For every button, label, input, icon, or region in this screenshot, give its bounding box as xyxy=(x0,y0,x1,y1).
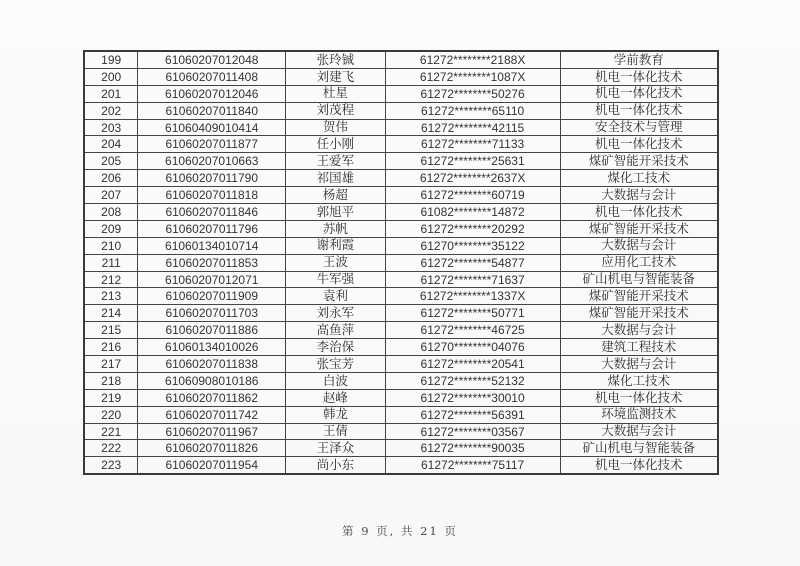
id-number-cell: 61272********60719 xyxy=(385,187,560,204)
seq-cell: 203 xyxy=(84,119,138,136)
candidate-number-cell: 61060207011838 xyxy=(138,356,286,373)
seq-cell: 217 xyxy=(84,356,138,373)
candidate-number-cell: 61060207011408 xyxy=(138,68,286,85)
name-cell: 张宝芳 xyxy=(286,356,386,373)
name-cell: 王泽众 xyxy=(286,440,386,457)
seq-cell: 205 xyxy=(84,153,138,170)
candidate-number-cell: 61060207011742 xyxy=(138,406,286,423)
name-cell: 谢利霞 xyxy=(286,237,386,254)
id-number-cell: 61272********1087X xyxy=(385,68,560,85)
candidate-number-cell: 61060134010714 xyxy=(138,237,286,254)
seq-cell: 209 xyxy=(84,220,138,237)
name-cell: 任小刚 xyxy=(286,136,386,153)
major-cell: 学前教育 xyxy=(560,51,718,68)
table-row xyxy=(84,457,718,474)
major-cell: 大数据与会计 xyxy=(560,237,718,254)
student-list-table xyxy=(83,50,719,475)
name-cell: 尚小东 xyxy=(286,457,386,474)
candidate-number-cell: 61060207011826 xyxy=(138,440,286,457)
id-number-cell: 61272********42115 xyxy=(385,119,560,136)
major-cell: 煤化工技术 xyxy=(560,372,718,389)
id-number-cell: 61272********52132 xyxy=(385,372,560,389)
name-cell: 赵峰 xyxy=(286,389,386,406)
id-number-cell: 61272********30010 xyxy=(385,389,560,406)
seq-cell: 218 xyxy=(84,372,138,389)
name-cell: 韩龙 xyxy=(286,406,386,423)
id-number-cell: 61272********75117 xyxy=(385,457,560,474)
id-number-cell: 61272********03567 xyxy=(385,423,560,440)
table-row xyxy=(84,406,718,423)
table-row xyxy=(84,68,718,85)
name-cell: 王倩 xyxy=(286,423,386,440)
table-row xyxy=(84,102,718,119)
candidate-number-cell: 61060207011846 xyxy=(138,204,286,221)
id-number-cell: 61272********46725 xyxy=(385,322,560,339)
seq-cell: 201 xyxy=(84,85,138,102)
id-number-cell: 61272********90035 xyxy=(385,440,560,457)
candidate-number-cell: 61060207011862 xyxy=(138,389,286,406)
name-cell: 白波 xyxy=(286,372,386,389)
candidate-number-cell: 61060207011877 xyxy=(138,136,286,153)
id-number-cell: 61270********35122 xyxy=(385,237,560,254)
table-row xyxy=(84,119,718,136)
candidate-number-cell: 61060207011909 xyxy=(138,288,286,305)
major-cell: 环境监测技术 xyxy=(560,406,718,423)
seq-cell: 213 xyxy=(84,288,138,305)
id-number-cell: 61272********2188X xyxy=(385,51,560,68)
candidate-number-cell: 61060207012071 xyxy=(138,271,286,288)
seq-cell: 214 xyxy=(84,305,138,322)
id-number-cell: 61272********50276 xyxy=(385,85,560,102)
seq-cell: 206 xyxy=(84,170,138,187)
table-row xyxy=(84,440,718,457)
name-cell: 刘永军 xyxy=(286,305,386,322)
table-row xyxy=(84,237,718,254)
id-number-cell: 61082********14872 xyxy=(385,204,560,221)
major-cell: 煤矿智能开采技术 xyxy=(560,305,718,322)
seq-cell: 216 xyxy=(84,339,138,356)
name-cell: 杜星 xyxy=(286,85,386,102)
candidate-number-cell: 61060207012048 xyxy=(138,51,286,68)
major-cell: 大数据与会计 xyxy=(560,423,718,440)
seq-cell: 199 xyxy=(84,51,138,68)
id-number-cell: 61272********25631 xyxy=(385,153,560,170)
seq-cell: 202 xyxy=(84,102,138,119)
major-cell: 煤化工技术 xyxy=(560,170,718,187)
table-row xyxy=(84,254,718,271)
candidate-number-cell: 61060207011853 xyxy=(138,254,286,271)
major-cell: 大数据与会计 xyxy=(560,187,718,204)
id-number-cell: 61272********65110 xyxy=(385,102,560,119)
candidate-number-cell: 61060207011818 xyxy=(138,187,286,204)
seq-cell: 223 xyxy=(84,457,138,474)
id-number-cell: 61272********71637 xyxy=(385,271,560,288)
candidate-number-cell: 61060409010414 xyxy=(138,119,286,136)
major-cell: 大数据与会计 xyxy=(560,322,718,339)
id-number-cell: 61272********20292 xyxy=(385,220,560,237)
candidate-number-cell: 61060207011840 xyxy=(138,102,286,119)
id-number-cell: 61272********50771 xyxy=(385,305,560,322)
seq-cell: 207 xyxy=(84,187,138,204)
name-cell: 高鱼萍 xyxy=(286,322,386,339)
table-row xyxy=(84,423,718,440)
major-cell: 大数据与会计 xyxy=(560,356,718,373)
table-row xyxy=(84,389,718,406)
candidate-number-cell: 61060207012046 xyxy=(138,85,286,102)
seq-cell: 204 xyxy=(84,136,138,153)
name-cell: 李治保 xyxy=(286,339,386,356)
table-row xyxy=(84,339,718,356)
candidate-number-cell: 61060207011886 xyxy=(138,322,286,339)
id-number-cell: 61272********2637X xyxy=(385,170,560,187)
id-number-cell: 61272********56391 xyxy=(385,406,560,423)
candidate-number-cell: 61060207011703 xyxy=(138,305,286,322)
name-cell: 刘建飞 xyxy=(286,68,386,85)
table-row xyxy=(84,136,718,153)
id-number-cell: 61272********20541 xyxy=(385,356,560,373)
major-cell: 机电一体化技术 xyxy=(560,457,718,474)
candidate-number-cell: 61060207011796 xyxy=(138,220,286,237)
seq-cell: 219 xyxy=(84,389,138,406)
name-cell: 苏帆 xyxy=(286,220,386,237)
major-cell: 机电一体化技术 xyxy=(560,204,718,221)
candidate-number-cell: 61060207011954 xyxy=(138,457,286,474)
candidate-number-cell: 61060207011790 xyxy=(138,170,286,187)
seq-cell: 220 xyxy=(84,406,138,423)
table-row xyxy=(84,85,718,102)
table-row xyxy=(84,356,718,373)
name-cell: 郭旭平 xyxy=(286,204,386,221)
name-cell: 杨超 xyxy=(286,187,386,204)
name-cell: 贺伟 xyxy=(286,119,386,136)
seq-cell: 222 xyxy=(84,440,138,457)
major-cell: 煤矿智能开采技术 xyxy=(560,220,718,237)
seq-cell: 210 xyxy=(84,237,138,254)
major-cell: 煤矿智能开采技术 xyxy=(560,288,718,305)
seq-cell: 211 xyxy=(84,254,138,271)
table-row xyxy=(84,305,718,322)
table-row xyxy=(84,288,718,305)
major-cell: 应用化工技术 xyxy=(560,254,718,271)
id-number-cell: 61270********04076 xyxy=(385,339,560,356)
major-cell: 机电一体化技术 xyxy=(560,68,718,85)
table-row xyxy=(84,170,718,187)
major-cell: 矿山机电与智能装备 xyxy=(560,271,718,288)
id-number-cell: 61272********1337X xyxy=(385,288,560,305)
table-row xyxy=(84,322,718,339)
major-cell: 煤矿智能开采技术 xyxy=(560,153,718,170)
major-cell: 机电一体化技术 xyxy=(560,85,718,102)
seq-cell: 221 xyxy=(84,423,138,440)
table-body xyxy=(84,51,718,474)
name-cell: 祁国雄 xyxy=(286,170,386,187)
table-row xyxy=(84,204,718,221)
table-row xyxy=(84,187,718,204)
candidate-number-cell: 61060908010186 xyxy=(138,372,286,389)
page-number-footer: 第 9 页, 共 21 页 xyxy=(342,524,458,538)
major-cell: 机电一体化技术 xyxy=(560,136,718,153)
major-cell: 机电一体化技术 xyxy=(560,102,718,119)
seq-cell: 212 xyxy=(84,271,138,288)
major-cell: 安全技术与管理 xyxy=(560,119,718,136)
table-row xyxy=(84,153,718,170)
table-row xyxy=(84,51,718,68)
name-cell: 王波 xyxy=(286,254,386,271)
candidate-number-cell: 61060207011967 xyxy=(138,423,286,440)
candidate-number-cell: 61060207010663 xyxy=(138,153,286,170)
candidate-number-cell: 61060134010026 xyxy=(138,339,286,356)
id-number-cell: 61272********54877 xyxy=(385,254,560,271)
table-row xyxy=(84,271,718,288)
seq-cell: 208 xyxy=(84,204,138,221)
major-cell: 矿山机电与智能装备 xyxy=(560,440,718,457)
name-cell: 牛军强 xyxy=(286,271,386,288)
id-number-cell: 61272********71133 xyxy=(385,136,560,153)
name-cell: 张玲铖 xyxy=(286,51,386,68)
seq-cell: 215 xyxy=(84,322,138,339)
major-cell: 机电一体化技术 xyxy=(560,389,718,406)
name-cell: 刘茂程 xyxy=(286,102,386,119)
major-cell: 建筑工程技术 xyxy=(560,339,718,356)
name-cell: 袁利 xyxy=(286,288,386,305)
name-cell: 王爱军 xyxy=(286,153,386,170)
student-list-table-container xyxy=(83,50,719,475)
seq-cell: 200 xyxy=(84,68,138,85)
table-row xyxy=(84,220,718,237)
table-row xyxy=(84,372,718,389)
